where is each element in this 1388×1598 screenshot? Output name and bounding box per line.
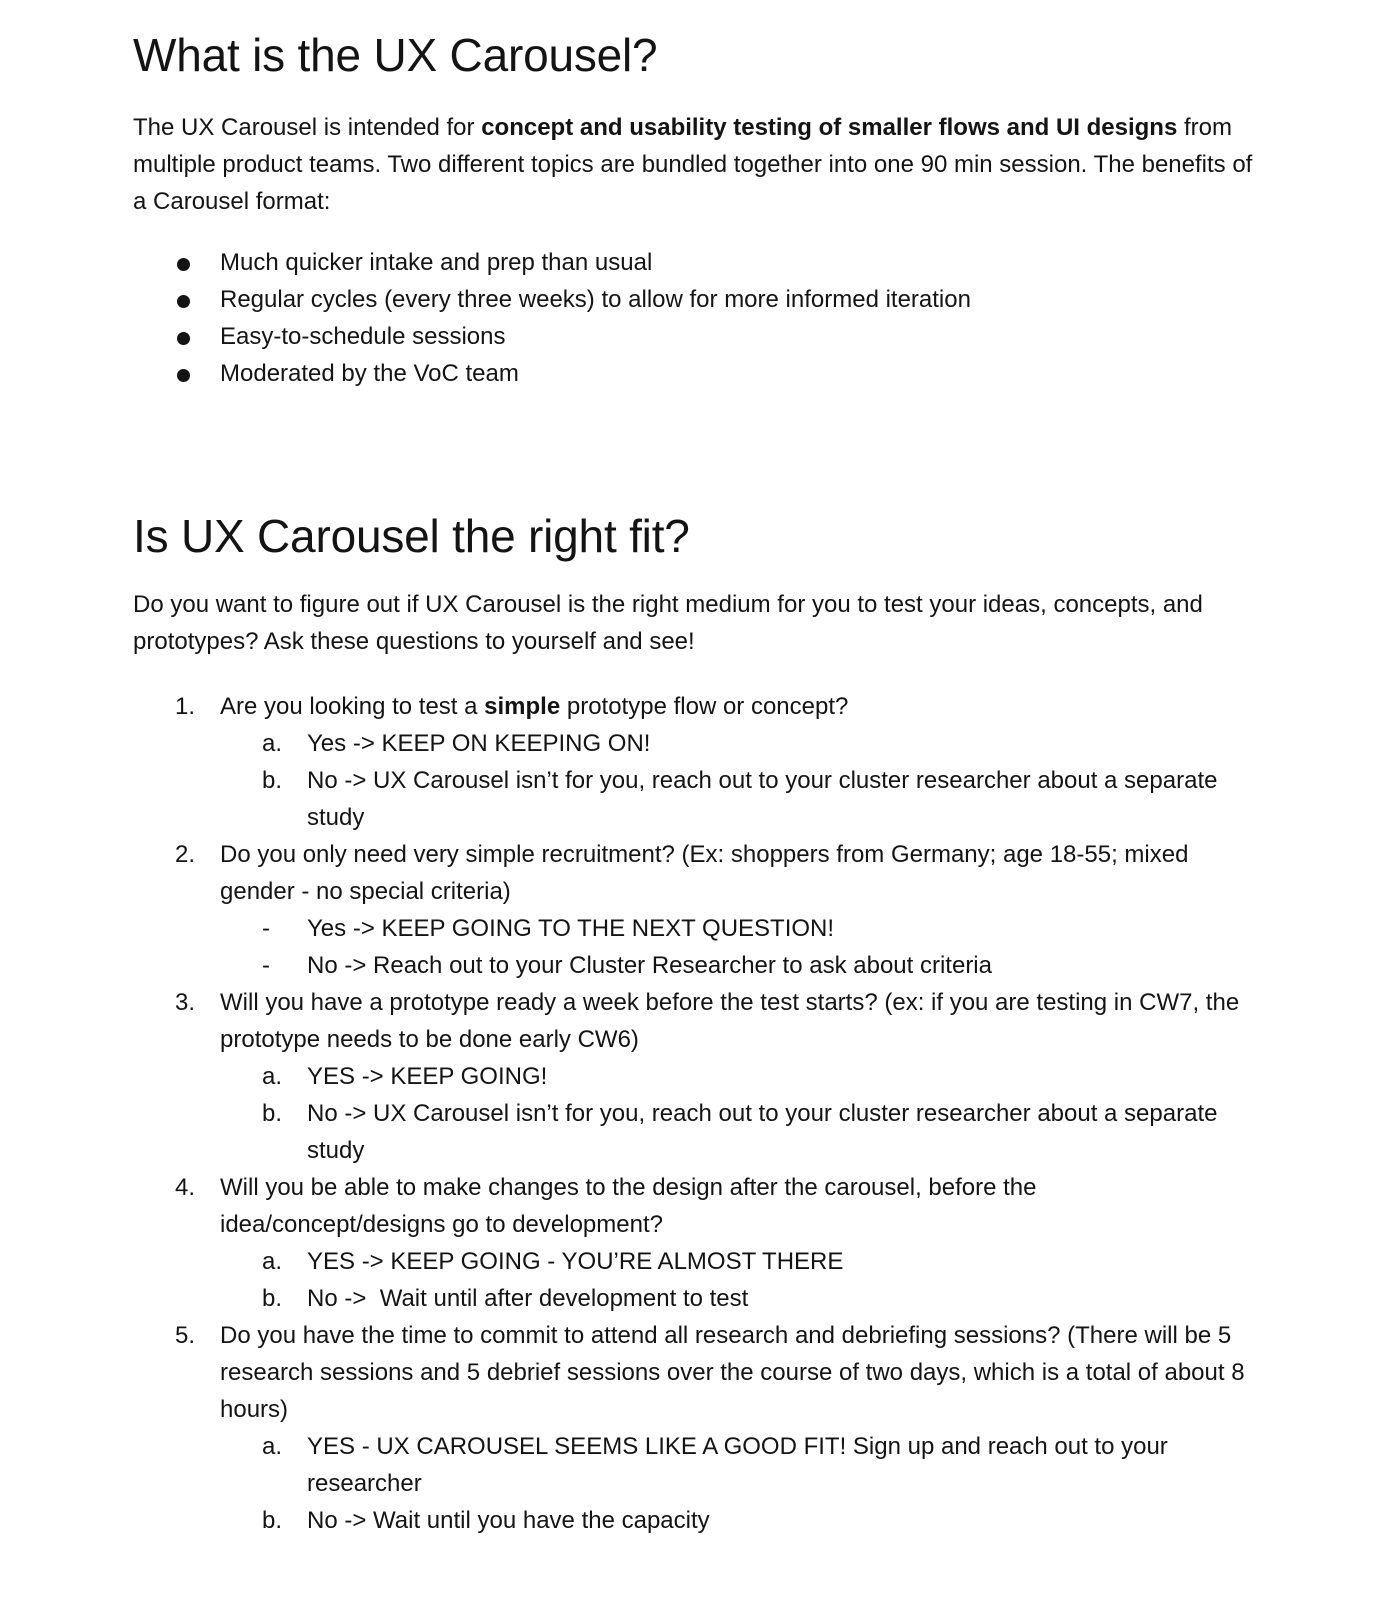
answer-marker: a.	[262, 1248, 283, 1275]
answer-item	[220, 1095, 1263, 1169]
intro-paragraph	[133, 109, 1263, 220]
question-number: 1.	[175, 693, 196, 720]
question-number: 5.	[175, 1322, 196, 1349]
answer-marker: b.	[262, 1285, 283, 1312]
answers-list	[220, 725, 1263, 836]
questions-list	[133, 688, 1263, 1539]
answer-marker: b.	[262, 1507, 283, 1534]
intro-text-start: The UX Carousel is intended for	[133, 114, 482, 141]
answer-item	[220, 725, 1263, 762]
question-text: Do you only need very simple recruitment? (Ex: shoppers from Germany; age 18-55; mixed gender - no special criteria)	[220, 841, 1189, 905]
answer-marker: a.	[262, 730, 283, 757]
answer-marker: b.	[262, 1100, 283, 1127]
answer-text: No -> UX Carousel isn’t for you, reach out to your cluster researcher about a separate study	[307, 1100, 1218, 1164]
answer-item	[220, 1243, 1263, 1280]
bullet-icon	[177, 295, 190, 308]
bullet-icon	[177, 332, 190, 345]
bullet-icon	[177, 258, 190, 271]
question-text: Do you have the time to commit to attend all research and debriefing sessions? (There will be 5 research sessions and 5 debrief sessions over the course of two days, which is a total of about 8 hours)	[220, 1322, 1245, 1423]
answers-list	[220, 1428, 1263, 1539]
answer-text: Yes -> KEEP ON KEEPING ON!	[307, 730, 651, 757]
section-title-what-is: What is the UX Carousel?	[133, 29, 658, 81]
answer-marker: a.	[262, 1063, 283, 1090]
question-item	[133, 1169, 1263, 1317]
question-text-bold: simple	[484, 693, 561, 720]
answers-list	[220, 1058, 1263, 1169]
answer-text: YES -> KEEP GOING - YOU’RE ALMOST THERE	[307, 1248, 844, 1275]
fit-intro-paragraph: Do you want to figure out if UX Carousel is the right medium for you to test your ideas, concepts, and prototypes? Ask these questions to yourself and see!	[133, 591, 1203, 655]
intro-text-end: from multiple product teams. Two different topics are bundled together into one 90 min session. The benefits of a Carousel format:	[133, 114, 1253, 215]
answer-item	[220, 1502, 1263, 1539]
question-number: 2.	[175, 841, 196, 868]
benefit-item: Easy-to-schedule sessions	[133, 318, 1263, 355]
answer-marker: b.	[262, 767, 283, 794]
benefits-list	[133, 244, 1263, 392]
answer-item	[220, 762, 1263, 836]
document	[133, 0, 1263, 1539]
answer-text: No -> UX Carousel isn’t for you, reach out to your cluster researcher about a separate study	[307, 767, 1218, 831]
answer-text: No -> Wait until after development to test	[307, 1285, 749, 1312]
question-text: Will you be able to make changes to the design after the carousel, before the idea/concept/designs go to development?	[220, 1174, 1037, 1238]
question-number: 4.	[175, 1174, 196, 1201]
benefit-item: Much quicker intake and prep than usual	[133, 244, 1263, 281]
answer-item	[220, 1428, 1263, 1502]
question-text: Will you have a prototype ready a week before the test starts? (ex: if you are testing in CW7, the prototype needs to be done early CW6)	[220, 989, 1240, 1053]
answer-marker: -	[262, 952, 270, 979]
answer-text: Yes -> KEEP GOING TO THE NEXT QUESTION!	[307, 915, 835, 942]
answer-item	[220, 910, 1263, 947]
question-number: 3.	[175, 989, 196, 1016]
question-item	[133, 984, 1263, 1169]
question-item	[133, 1317, 1263, 1539]
answer-marker: -	[262, 915, 270, 942]
answers-list	[220, 1243, 1263, 1317]
benefit-item: Moderated by the VoC team	[133, 355, 1263, 392]
answers-list	[220, 910, 1263, 984]
answer-item	[220, 1280, 1263, 1317]
answer-text: No -> Reach out to your Cluster Researcher to ask about criteria	[307, 952, 992, 979]
answer-marker: a.	[262, 1433, 283, 1460]
answer-text: No -> Wait until you have the capacity	[307, 1507, 710, 1534]
question-item	[133, 836, 1263, 984]
answer-item	[220, 947, 1263, 984]
question-text: Are you looking to test a simple prototype flow or concept?	[220, 693, 849, 720]
intro-text-bold: concept and usability testing of smaller flows and UI designs	[481, 114, 1178, 141]
bullet-icon	[177, 369, 190, 382]
answer-text: YES -> KEEP GOING!	[307, 1063, 548, 1090]
question-item	[133, 688, 1263, 836]
section-title-right-fit: Is UX Carousel the right fit?	[133, 510, 690, 562]
answer-item	[220, 1058, 1263, 1095]
benefit-item: Regular cycles (every three weeks) to allow for more informed iteration	[133, 281, 1263, 318]
answer-text: YES - UX CAROUSEL SEEMS LIKE A GOOD FIT! Sign up and reach out to your researcher	[307, 1433, 1168, 1497]
